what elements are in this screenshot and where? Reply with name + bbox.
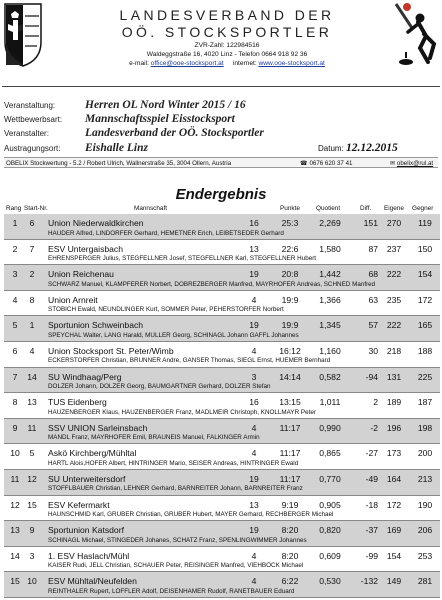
opponent-points-cell: 198 — [417, 422, 433, 433]
col-eigene: Eigene — [384, 205, 404, 212]
opponent-points-cell: 172 — [417, 294, 433, 305]
stock-player-icon — [394, 2, 440, 68]
phone-number: 0676 620 37 41 — [309, 160, 353, 167]
players-cell: DOLZER Johann, DOLZER Georg, BAUMGARTNER Gerhard, DOLZER Stefan — [48, 383, 271, 391]
rank-cell: 5 — [12, 320, 18, 331]
points-cell: 8:20 — [281, 550, 299, 561]
games-cell: 4 — [251, 294, 257, 305]
start-number-cell: 15 — [27, 499, 37, 510]
rank-cell: 14 — [10, 550, 20, 561]
own-points-cell: 131 — [386, 371, 402, 382]
games-cell: 16 — [249, 397, 259, 408]
players-cell: HAUNSCHMID Karl, GRUBER Christian, GRUBER Hubert, MAYER Gerhard, RECHBERGER Michael — [48, 511, 334, 519]
rank-cell: 12 — [10, 499, 20, 510]
games-cell: 4 — [251, 422, 257, 433]
organisation-name-line1: LANDESVERBAND DER — [119, 7, 335, 23]
own-points-cell: 154 — [386, 550, 402, 561]
points-cell: 13:15 — [279, 397, 301, 408]
own-points-cell: 164 — [386, 473, 402, 484]
players-cell: SCHWARZ Manuel, KLAMPFERER Norbert, DOBREZBERGER Manfred, MAYRHOFER Andreas, SCHNED Manfred — [48, 280, 376, 288]
quotient-cell: 1,160 — [319, 345, 341, 356]
own-points-cell: 222 — [386, 269, 402, 280]
own-points-cell: 237 — [386, 243, 402, 254]
table-row — [4, 393, 440, 419]
games-cell: 16 — [249, 218, 259, 228]
difference-cell: -37 — [365, 525, 378, 536]
own-points-cell: 189 — [386, 397, 402, 408]
table-row — [4, 547, 440, 573]
table-row — [4, 419, 440, 445]
opponent-points-cell: 187 — [417, 397, 433, 408]
players-cell: SPEYCHAL Walter, LANG Harald, MÜLLER Georg, SCHINAGL Johann GAFFL Johannes — [48, 331, 299, 339]
games-cell: 4 — [251, 550, 257, 561]
veranstaltung-label: Veranstaltung: — [4, 101, 56, 110]
start-number-cell: 13 — [27, 397, 37, 408]
table-row — [4, 444, 440, 470]
points-cell: 14:14 — [279, 371, 301, 382]
team-name-cell: SU Unterweitersdorf — [48, 473, 126, 484]
letterhead — [0, 0, 442, 80]
col-gegner: Gegner — [412, 205, 434, 212]
col-quotient: Quotient — [316, 205, 341, 212]
games-cell: 19 — [249, 269, 259, 280]
difference-cell: -27 — [365, 448, 378, 459]
start-number-cell: 1 — [29, 320, 35, 331]
team-name-cell: Sportunion Katsdorf — [48, 525, 124, 536]
players-cell: STÖBICH Ewald, NEUNDLINGER Kurt, SOMMER Peter, PEHERSTORFER Norbert — [48, 306, 284, 314]
opponent-points-cell: 225 — [417, 371, 433, 382]
start-number-cell: 11 — [27, 422, 37, 433]
email-link[interactable]: office@ooe-stocksport.at — [150, 60, 224, 67]
software-info-bar — [4, 157, 438, 168]
team-name-cell: TUS Eidenberg — [48, 397, 107, 408]
quotient-cell: 1,011 — [319, 397, 341, 408]
coat-of-arms-icon — [3, 2, 43, 68]
wettbewerbsart-value: Mannschaftsspiel Eisstocksport — [85, 113, 235, 125]
games-cell: 13 — [249, 499, 259, 510]
table-row — [4, 496, 440, 522]
difference-cell: 87 — [368, 243, 378, 254]
opponent-points-cell: 200 — [417, 448, 433, 459]
start-number-cell: 14 — [27, 371, 37, 382]
rank-cell: 15 — [10, 576, 20, 587]
veranstalter-label: Veranstalter: — [4, 129, 49, 138]
points-cell: 11:17 — [279, 422, 301, 433]
table-header — [4, 205, 440, 214]
players-cell: HAUZENBERGER Klaus, HAUZENBERGER Franz, MADLMEIR Christoph, KNOLLMAYR Peter — [48, 408, 316, 416]
difference-cell: -94 — [365, 371, 378, 382]
start-number-cell: 4 — [29, 345, 35, 356]
start-number-cell: 12 — [27, 473, 37, 484]
difference-cell: -2 — [370, 422, 378, 433]
quotient-cell: 1,580 — [319, 243, 341, 254]
points-cell: 11:17 — [279, 448, 301, 459]
col-rang: Rang — [6, 205, 22, 212]
rank-cell: 8 — [12, 397, 18, 408]
points-cell: 19:9 — [281, 294, 299, 305]
points-cell: 19:9 — [281, 320, 299, 331]
team-name-cell: Union Reichenau — [48, 269, 114, 280]
table-row — [4, 521, 440, 547]
start-number-cell: 3 — [29, 550, 35, 561]
table-row — [4, 342, 440, 368]
players-cell: MANDL Franz, MAYRHOFER Emil, BRAUNEIS Manuel, FALKINGER Armin — [48, 434, 260, 442]
difference-cell: -18 — [365, 499, 378, 510]
difference-cell: 151 — [363, 218, 378, 228]
team-name-cell: ESV Untergaisbach — [48, 243, 123, 254]
rank-cell: 9 — [12, 422, 18, 433]
start-number-cell: 7 — [29, 243, 35, 254]
zvr-number: ZVR-Zahl: 122984516 — [194, 42, 260, 49]
email-label: e-mail: — [129, 60, 149, 67]
difference-cell: -132 — [360, 576, 378, 587]
own-points-cell: 196 — [386, 422, 402, 433]
own-points-cell: 235 — [386, 294, 402, 305]
difference-cell: 63 — [368, 294, 378, 305]
start-number-cell: 9 — [29, 525, 35, 536]
internet-label: internet: — [232, 60, 257, 67]
team-name-cell: Union Niederwaldkirchen — [48, 218, 144, 228]
opponent-points-cell: 154 — [417, 269, 433, 280]
own-points-cell: 218 — [386, 345, 402, 356]
meta-austragungsort — [4, 142, 148, 154]
players-cell: REINTHALER Rupert, LÖFFLER Adolf, DEISENHAMER Rudolf, RANETBAUER Eduard — [48, 587, 295, 595]
opponent-points-cell: 165 — [417, 320, 433, 331]
opponent-points-cell: 213 — [417, 473, 433, 484]
rank-cell: 6 — [12, 345, 18, 356]
meta-datum — [318, 142, 398, 154]
quotient-cell: 0,905 — [319, 499, 341, 510]
table-row — [4, 291, 440, 317]
games-cell: 19 — [249, 320, 259, 331]
points-cell: 20:8 — [281, 269, 299, 280]
rank-cell: 10 — [10, 448, 20, 459]
team-name-cell: Sportunion Schweinbach — [48, 320, 144, 331]
meta-veranstaltung — [4, 99, 246, 111]
team-name-cell: Union Arnreit — [48, 294, 98, 305]
veranstalter-value: Landesverband der OÖ. Stocksportler — [85, 127, 264, 139]
rank-cell: 11 — [10, 473, 20, 484]
quotient-cell: 1,366 — [319, 294, 341, 305]
players-cell: KAISER Rudi, JELL Christian, SCHAUER Peter, REISINGER Manfred, VIEHBÖCK Michael — [48, 562, 304, 570]
games-cell: 13 — [249, 243, 259, 254]
games-cell: 19 — [249, 525, 259, 536]
start-number-cell: 6 — [29, 218, 35, 228]
table-row — [4, 572, 440, 598]
own-points-cell: 222 — [386, 320, 402, 331]
difference-cell: -49 — [365, 473, 378, 484]
phone-info: ☎ 0676 620 37 41 — [300, 160, 353, 167]
points-cell: 9:19 — [281, 499, 299, 510]
team-name-cell: Union Stocksport St. Peter/Wimb — [48, 345, 174, 356]
start-number-cell: 10 — [27, 576, 37, 587]
quotient-cell: 2,269 — [319, 218, 341, 228]
points-cell: 16:12 — [279, 345, 301, 356]
quotient-cell: 0,609 — [319, 550, 341, 561]
points-cell: 8:20 — [281, 525, 299, 536]
players-cell: ECKERSTORFER Christian, BRUNNER Andre, GANSER Thomas, SIEGL Ernst, HUEMER Bernhard — [48, 357, 331, 365]
difference-cell: 30 — [368, 345, 378, 356]
points-cell: 6:22 — [281, 576, 299, 587]
start-number-cell: 5 — [29, 448, 35, 459]
rank-cell: 13 — [10, 525, 20, 536]
datum-label: Datum: — [318, 144, 344, 153]
quotient-cell: 0,990 — [319, 422, 341, 433]
rank-cell: 7 — [12, 371, 18, 382]
contact-line — [92, 60, 362, 67]
meta-wettbewerbsart — [4, 113, 235, 125]
rank-cell: 2 — [12, 243, 18, 254]
games-cell: 4 — [251, 345, 257, 356]
own-points-cell: 270 — [386, 218, 402, 228]
start-number-cell: 8 — [29, 294, 35, 305]
wettbewerbsart-label: Wettbewerbsart: — [4, 115, 63, 124]
team-name-cell: 1. ESV Haslach/Mühl — [48, 550, 130, 561]
quotient-cell: 0,530 — [319, 576, 341, 587]
opponent-points-cell: 150 — [417, 243, 433, 254]
organisation-name-line2: OÖ. STOCKSPORTLER — [121, 24, 333, 40]
players-cell: SCHINAGL Michael, STINGEDER Johanes, SCHATZ Franz, SPENLINGWIMMER Johannes — [48, 536, 307, 544]
own-points-cell: 149 — [386, 576, 402, 587]
opponent-points-cell: 281 — [417, 576, 433, 587]
austragungsort-label: Austragungsort: — [4, 144, 61, 153]
games-cell: 4 — [251, 576, 257, 587]
points-cell: 22:6 — [281, 243, 299, 254]
website-link[interactable]: www.ooe-stocksport.at — [258, 60, 325, 67]
team-name-cell: SU Windhaag/Perg — [48, 371, 122, 382]
quotient-cell: 0,820 — [319, 525, 341, 536]
quotient-cell: 0,582 — [319, 371, 341, 382]
table-row — [4, 214, 440, 240]
obelix-email[interactable]: obelix@rul.at — [396, 160, 434, 167]
austragungsort-value: Eishalle Linz — [85, 142, 148, 154]
rank-cell: 4 — [12, 294, 18, 305]
players-cell: EHRENSPERGER Julius, STEGFELLNER Josef, STEGFELLNER Karl, STEGFELLNER Hubert — [48, 255, 317, 263]
start-number-cell: 2 — [29, 269, 35, 280]
address-line: Waldeggstraße 16, 4020 Linz - Telefon 0664 918 92 36 — [146, 51, 308, 58]
games-cell: 4 — [251, 448, 257, 459]
col-mannschaft: Mannschaft — [134, 205, 168, 212]
own-points-cell: 173 — [386, 448, 402, 459]
meta-veranstalter — [4, 127, 264, 139]
team-name-cell: ESV Mühltal/Neufelden — [48, 576, 137, 587]
opponent-points-cell: 190 — [417, 499, 433, 510]
team-name-cell: SSV UNION Sarleinsbach — [48, 422, 148, 433]
quotient-cell: 0,865 — [319, 448, 341, 459]
table-row — [4, 265, 440, 291]
col-diff: Diff. — [360, 205, 372, 212]
table-row — [4, 368, 440, 394]
opponent-points-cell: 188 — [417, 345, 433, 356]
team-name-cell: ESV Kefermarkt — [48, 499, 110, 510]
results-table — [4, 214, 440, 598]
points-cell: 25:3 — [281, 218, 299, 228]
veranstaltung-value: Herren OL Nord Winter 2015 / 16 — [85, 99, 246, 111]
points-cell: 11:17 — [279, 473, 301, 484]
players-cell: HARTL Alois,HOFER Albert, HINTRINGER Mario, SEISER Andreas, HINTRINGER Ewald — [48, 459, 299, 467]
players-cell: STÖFFLBAUER Christian, LEHNER Gerhard, BARNREITER Johann, BARNREITER Franz — [48, 485, 303, 493]
page-title: Endergebnis — [175, 186, 267, 203]
opponent-points-cell: 253 — [417, 550, 433, 561]
email-info: ✉ obelix@rul.at — [390, 160, 434, 167]
difference-cell: 57 — [368, 320, 378, 331]
games-cell: 3 — [251, 371, 257, 382]
difference-cell: 2 — [373, 397, 378, 408]
opponent-points-cell: 206 — [417, 525, 433, 536]
own-points-cell: 169 — [386, 525, 402, 536]
quotient-cell: 1,345 — [319, 320, 341, 331]
col-start: Start-Nr. — [24, 205, 48, 212]
header-divider — [2, 86, 440, 87]
difference-cell: -99 — [365, 550, 378, 561]
players-cell: HAUDER Alfred, LINDORFER Gerhard, HEMETNER Erich, LEIBETSEDER Gerhard — [48, 229, 284, 237]
col-punkte: Punkte — [280, 205, 300, 212]
table-row — [4, 470, 440, 496]
own-points-cell: 172 — [386, 499, 402, 510]
datum-value: 12.12.2015 — [346, 142, 398, 154]
rank-cell: 1 — [12, 218, 18, 228]
quotient-cell: 1,442 — [319, 269, 341, 280]
table-row — [4, 316, 440, 342]
table-row — [4, 240, 440, 266]
software-info: OBELIX Stockwertung - 5.2 / Robert Ulrich, Wallnerstraße 35, 3004 Ollern, Austria — [6, 160, 232, 167]
team-name-cell: Askö Kirchberg/Mühltal — [48, 448, 137, 459]
quotient-cell: 0,770 — [319, 473, 341, 484]
opponent-points-cell: 119 — [418, 218, 432, 228]
rank-cell: 3 — [12, 269, 18, 280]
games-cell: 19 — [249, 473, 259, 484]
difference-cell: 68 — [368, 269, 378, 280]
